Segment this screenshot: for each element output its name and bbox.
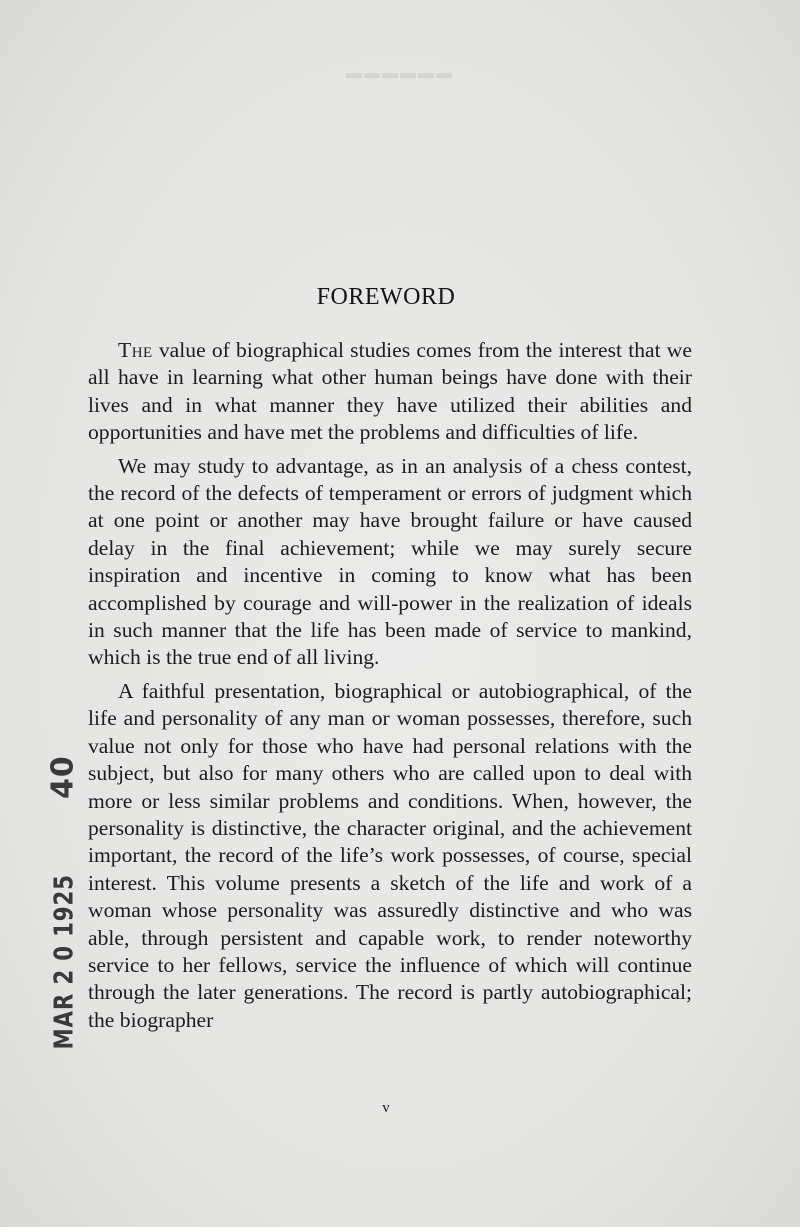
stamp-date: MAR 2 0 1925 bbox=[49, 874, 80, 1050]
page-title: FOREWORD bbox=[316, 284, 456, 310]
paragraph-1-text: value of biographical studies comes from the interest that we all have in learning what other human beings have done with their lives and in what manner they have utilized their abilities and opportunities and have met the problems and difficulties of life. bbox=[88, 338, 692, 445]
foreword-body bbox=[88, 337, 692, 1040]
stamp-number: 40 bbox=[45, 755, 81, 800]
paragraph-1 bbox=[88, 337, 692, 447]
show-through-text: ▬▬▬▬▬▬ bbox=[346, 65, 454, 82]
page-number: v bbox=[382, 1100, 390, 1116]
paragraph-1-lead: The bbox=[118, 338, 153, 362]
paragraph-3: A faithful presentation, biographical or autobiographical, of the life and personality of any man or woman possesses, therefore, such value not only for those who have had personal relations with the subject, but also for many others who are called upon to deal with more or less similar problems and conditions. When, however, the personality is distinctive, the character original, and the achievement important, the record of the life’s work possesses, of course, special interest. This volume presents a sketch of the life and work of a woman whose personality was assuredly distinctive and who was able, through persistent and capable work, to render noteworthy service to her fellows, service the influence of which will continue through the later generations. The record is partly autobiographical; the biographer bbox=[88, 678, 692, 1032]
paragraph-2: We may study to advantage, as in an analysis of a chess contest, the record of the defects of temperament or errors of judgment which at one point or another may have brought failure or have caused delay in the final achievement; while we may surely secure inspiration and incentive in coming to know what has been accomplished by courage and will-power in the realization of ideals in such manner that the life has been made of service to mankind, which is the true end of all living. bbox=[88, 453, 692, 670]
